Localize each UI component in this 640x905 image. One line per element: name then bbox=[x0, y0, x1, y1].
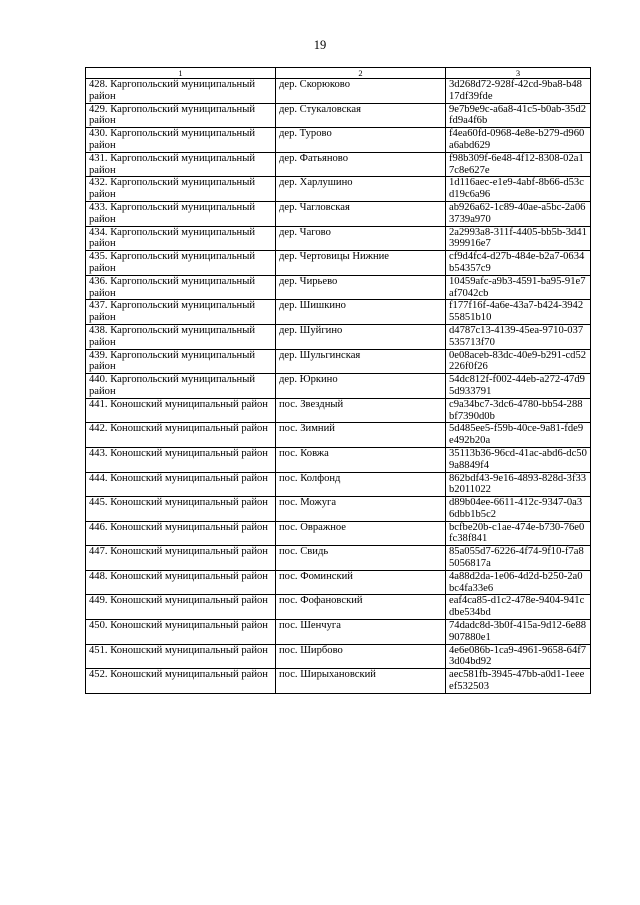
table-row bbox=[86, 152, 591, 177]
guid-cell: d4787c13-4139-45ea-9710-037535713f70 bbox=[446, 324, 591, 349]
table-row bbox=[86, 103, 591, 128]
locality-cell: дер. Шишкино bbox=[276, 300, 446, 325]
locality-cell: пос. Звездный bbox=[276, 398, 446, 423]
guid-cell: 0e08aceb-83dc-40e9-b291-cd52226f0f26 bbox=[446, 349, 591, 374]
district-cell: 443. Коношский муниципальный район bbox=[86, 447, 276, 472]
table-row bbox=[86, 620, 591, 645]
table-row bbox=[86, 595, 591, 620]
guid-cell: f4ea60fd-0968-4e8e-b279-d960a6abd629 bbox=[446, 128, 591, 153]
table-body bbox=[86, 68, 591, 694]
table-row bbox=[86, 226, 591, 251]
table-row bbox=[86, 275, 591, 300]
locality-cell: пос. Колфонд bbox=[276, 472, 446, 497]
table-header-row bbox=[86, 68, 591, 79]
locality-cell: дер. Чагово bbox=[276, 226, 446, 251]
locality-cell: пос. Фофановский bbox=[276, 595, 446, 620]
table-row bbox=[86, 128, 591, 153]
guid-cell: 862bdf43-9e16-4893-828d-3f33b2011022 bbox=[446, 472, 591, 497]
column-header: 2 bbox=[276, 68, 446, 79]
guid-cell: cf9d4fc4-d27b-484e-b2a7-0634b54357c9 bbox=[446, 251, 591, 276]
district-cell: 442. Коношский муниципальный район bbox=[86, 423, 276, 448]
district-cell: 447. Коношский муниципальный район bbox=[86, 546, 276, 571]
locality-cell: пос. Зимний bbox=[276, 423, 446, 448]
guid-cell: 10459afc-a9b3-4591-ba95-91e7af7042cb bbox=[446, 275, 591, 300]
table-row bbox=[86, 79, 591, 104]
guid-cell: c9a34bc7-3dc6-4780-bb54-288bf7390d0b bbox=[446, 398, 591, 423]
locality-cell: пос. Фоминский bbox=[276, 570, 446, 595]
guid-cell: f98b309f-6e48-4f12-8308-02a17c8e627e bbox=[446, 152, 591, 177]
table-row bbox=[86, 324, 591, 349]
locality-cell: дер. Чертовицы Нижние bbox=[276, 251, 446, 276]
guid-cell: 9e7b9e9c-a6a8-41c5-b0ab-35d2fd9a4f6b bbox=[446, 103, 591, 128]
district-cell: 440. Каргопольский муниципальный район bbox=[86, 374, 276, 399]
table-row bbox=[86, 374, 591, 399]
locality-cell: дер. Скорюково bbox=[276, 79, 446, 104]
guid-cell: 35113b36-96cd-41ac-abd6-dc509a8849f4 bbox=[446, 447, 591, 472]
table-row bbox=[86, 349, 591, 374]
district-cell: 448. Коношский муниципальный район bbox=[86, 570, 276, 595]
guid-cell: 85a055d7-6226-4f74-9f10-f7a85056817a bbox=[446, 546, 591, 571]
column-header: 1 bbox=[86, 68, 276, 79]
table-row bbox=[86, 644, 591, 669]
district-cell: 433. Каргопольский муниципальный район bbox=[86, 201, 276, 226]
table-row bbox=[86, 177, 591, 202]
guid-cell: ab926a62-1c89-40ae-a5bc-2a063739a970 bbox=[446, 201, 591, 226]
locality-cell: пос. Ширыхановский bbox=[276, 669, 446, 694]
locality-cell: пос. Овражное bbox=[276, 521, 446, 546]
locality-cell: дер. Турово bbox=[276, 128, 446, 153]
locality-cell: дер. Харлушино bbox=[276, 177, 446, 202]
guid-cell: 2a2993a8-311f-4405-bb5b-3d41399916e7 bbox=[446, 226, 591, 251]
table-row bbox=[86, 669, 591, 694]
district-cell: 451. Коношский муниципальный район bbox=[86, 644, 276, 669]
column-header: 3 bbox=[446, 68, 591, 79]
district-cell: 441. Коношский муниципальный район bbox=[86, 398, 276, 423]
district-cell: 439. Каргопольский муниципальный район bbox=[86, 349, 276, 374]
guid-cell: 4a88d2da-1e06-4d2d-b250-2a0bc4fa33e6 bbox=[446, 570, 591, 595]
district-cell: 438. Каргопольский муниципальный район bbox=[86, 324, 276, 349]
district-cell: 435. Каргопольский муниципальный район bbox=[86, 251, 276, 276]
guid-cell: 74dadc8d-3b0f-415a-9d12-6e88907880e1 bbox=[446, 620, 591, 645]
locality-cell: дер. Фатьяново bbox=[276, 152, 446, 177]
district-cell: 452. Коношский муниципальный район bbox=[86, 669, 276, 694]
district-cell: 446. Коношский муниципальный район bbox=[86, 521, 276, 546]
guid-cell: 1d116aec-e1e9-4abf-8b66-d53cd19c6a96 bbox=[446, 177, 591, 202]
table-row bbox=[86, 521, 591, 546]
table-row bbox=[86, 398, 591, 423]
guid-cell: 5d485ee5-f59b-40ce-9a81-fde9e492b20a bbox=[446, 423, 591, 448]
district-cell: 431. Каргопольский муниципальный район bbox=[86, 152, 276, 177]
table-row bbox=[86, 201, 591, 226]
district-cell: 430. Каргопольский муниципальный район bbox=[86, 128, 276, 153]
district-cell: 450. Коношский муниципальный район bbox=[86, 620, 276, 645]
guid-cell: d89b04ee-6611-412c-9347-0a36dbb1b5c2 bbox=[446, 497, 591, 522]
district-cell: 444. Коношский муниципальный район bbox=[86, 472, 276, 497]
district-cell: 449. Коношский муниципальный район bbox=[86, 595, 276, 620]
locality-cell: дер. Чирьево bbox=[276, 275, 446, 300]
table-row bbox=[86, 251, 591, 276]
guid-cell: 3d268d72-928f-42cd-9ba8-b4817df39fde bbox=[446, 79, 591, 104]
locality-cell: дер. Чагловская bbox=[276, 201, 446, 226]
district-cell: 432. Каргопольский муниципальный район bbox=[86, 177, 276, 202]
guid-cell: 4e6e086b-1ca9-4961-9658-64f73d04bd92 bbox=[446, 644, 591, 669]
guid-cell: f177f16f-4a6e-43a7-b424-394255851b10 bbox=[446, 300, 591, 325]
table-row bbox=[86, 546, 591, 571]
table-row bbox=[86, 300, 591, 325]
locality-cell: пос. Свидь bbox=[276, 546, 446, 571]
guid-cell: 54dc812f-f002-44eb-a272-47d95d933791 bbox=[446, 374, 591, 399]
locality-cell: пос. Ковжа bbox=[276, 447, 446, 472]
district-cell: 434. Каргопольский муниципальный район bbox=[86, 226, 276, 251]
locality-cell: дер. Стукаловская bbox=[276, 103, 446, 128]
locality-cell: дер. Юркино bbox=[276, 374, 446, 399]
page-number: 19 bbox=[313, 38, 327, 52]
table-row bbox=[86, 570, 591, 595]
locality-cell: пос. Можуга bbox=[276, 497, 446, 522]
locality-cell: дер. Шульгинская bbox=[276, 349, 446, 374]
table-row bbox=[86, 472, 591, 497]
guid-cell: bcfbe20b-c1ae-474e-b730-76e0fc38f841 bbox=[446, 521, 591, 546]
district-cell: 436. Каргопольский муниципальный район bbox=[86, 275, 276, 300]
table-row bbox=[86, 423, 591, 448]
district-cell: 437. Каргопольский муниципальный район bbox=[86, 300, 276, 325]
district-cell: 445. Коношский муниципальный район bbox=[86, 497, 276, 522]
guid-cell: aec581fb-3945-47bb-a0d1-1eeeef532503 bbox=[446, 669, 591, 694]
district-cell: 429. Каргопольский муниципальный район bbox=[86, 103, 276, 128]
guid-cell: eaf4ca85-d1c2-478e-9404-941cdbe534bd bbox=[446, 595, 591, 620]
locality-cell: пос. Шенчуга bbox=[276, 620, 446, 645]
district-cell: 428. Каргопольский муниципальный район bbox=[86, 79, 276, 104]
locality-cell: пос. Ширбово bbox=[276, 644, 446, 669]
table-row bbox=[86, 447, 591, 472]
table-row bbox=[86, 497, 591, 522]
data-table bbox=[85, 67, 591, 694]
locality-cell: дер. Шуйгино bbox=[276, 324, 446, 349]
